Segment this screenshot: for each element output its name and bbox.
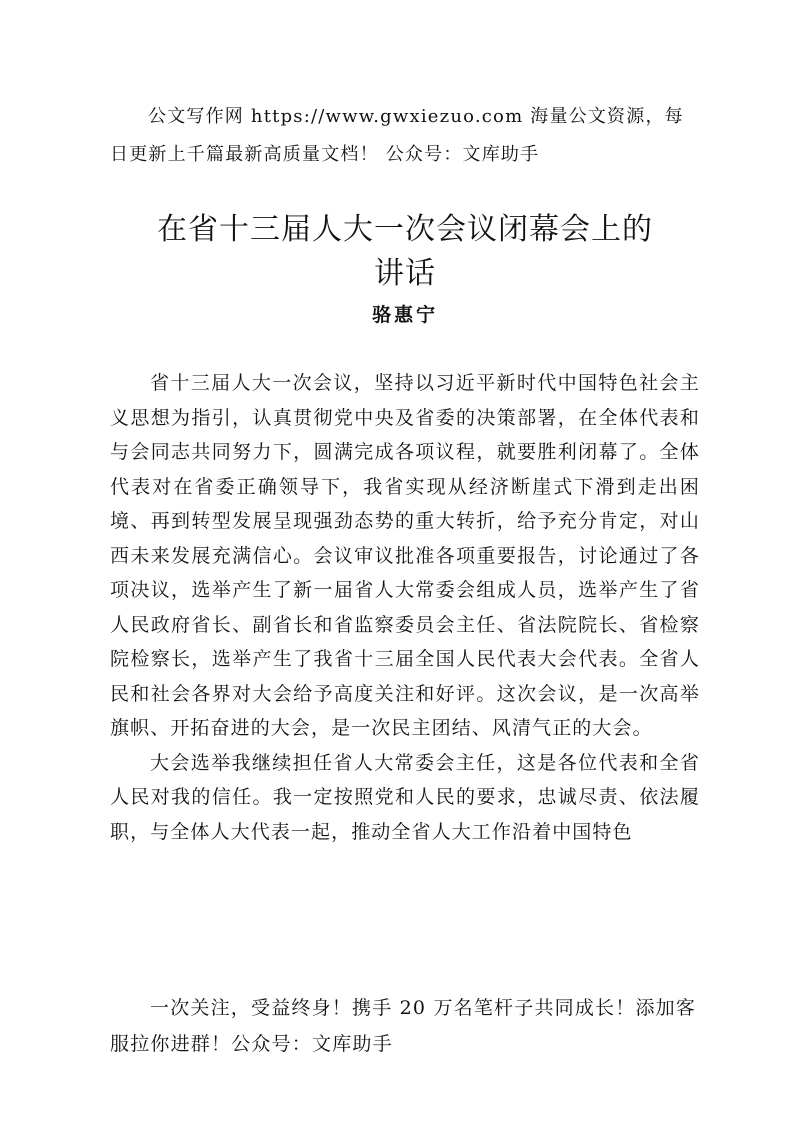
title-line-2: 讲话: [374, 256, 436, 291]
author-name: 骆惠宁: [371, 304, 438, 326]
body-paragraph-2: 大会选举我继续担任省人大常委会主任，这是各位代表和全省人民对我的信任。我一定按照党和人民的要求，忠诚尽责、依法履职，与全体人大代表一起，推动全省人大工作沿着中国特色: [110, 751, 700, 843]
footer-promo-text: 一次关注，受益终身！携手 20 万名笔杆子共同成长！添加客服拉你进群！公众号：文库助手: [110, 997, 697, 1055]
header-promo-text: 公文写作网 https://www.gwxiezuo.com 海量公文资源，每日更新上千篇最新高质量文档！ 公众号：文库助手: [110, 106, 684, 165]
document-title: [110, 208, 700, 296]
document-body: [110, 366, 700, 849]
body-paragraph-1: 省十三届人大一次会议，坚持以习近平新时代中国特色社会主义思想为指引，认真贯彻党中央及省委的决策部署，在全体代表和与会同志共同努力下，圆满完成各项议程，就要胜利闭幕了。全体代表对在省委正确领导下，我省实现从经济断崖式下滑到走出困境、再到转型发展呈现强劲态势的重大转折，给予充分肯定，对山西未来发展充满信心。会议审议批准各项重要报告，讨论通过了各项决议，选举产生了新一届省人大常委会组成人员，选举产生了省人民政府省长、副省长和省监察委员会主任、省法院院长、省检察院检察长，选举产生了我省十三届全国人民代表大会代表。全省人民和社会各界对大会给予高度关注和好评。这次会议，是一次高举旗帜、开拓奋进的大会，是一次民主团结、风清气正的大会。: [110, 372, 700, 739]
title-line-1: 在省十三届人大一次会议闭幕会上的: [157, 212, 653, 247]
